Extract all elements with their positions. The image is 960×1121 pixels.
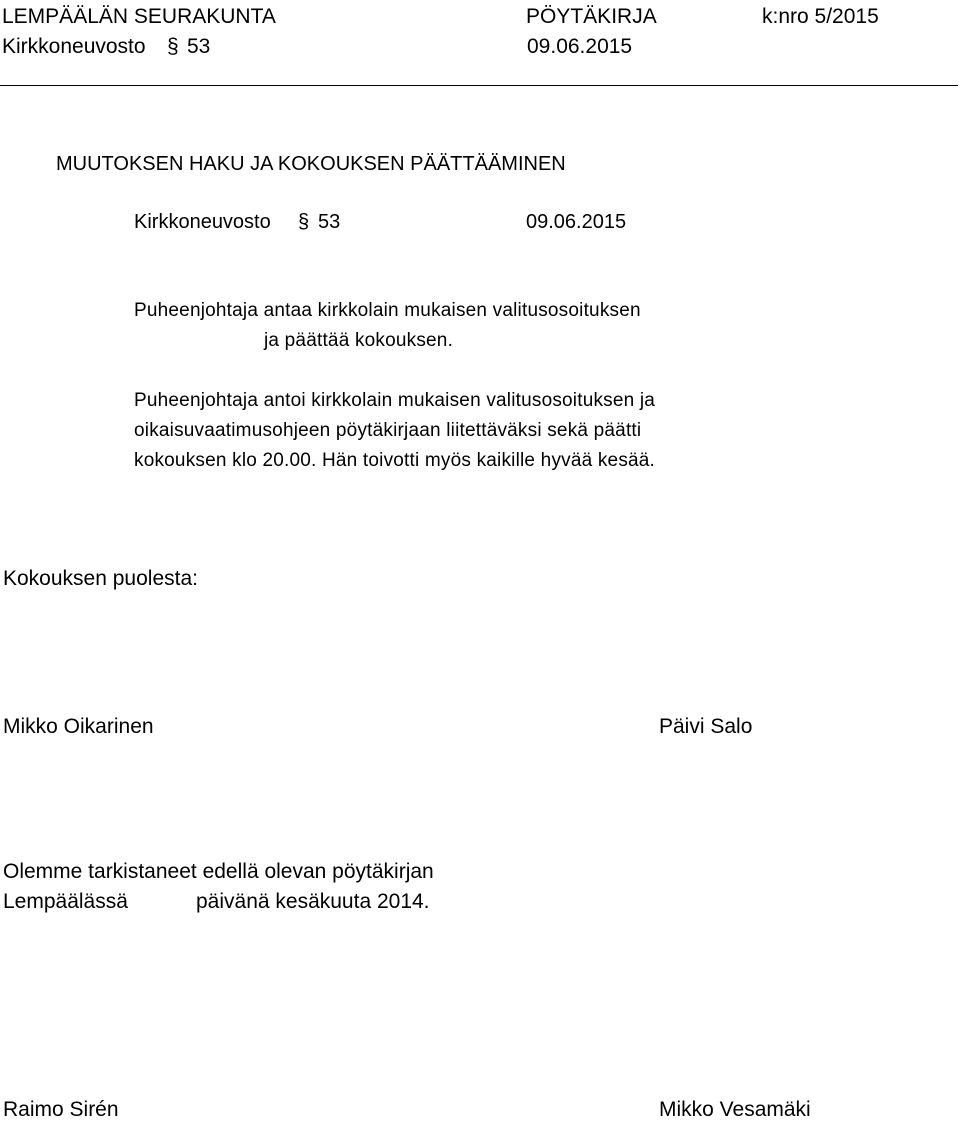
verification-place: Lempäälässä [3, 890, 128, 913]
header-divider [0, 85, 958, 86]
chair-name: Mikko Oikarinen [3, 715, 154, 738]
proposal-line-1: Puheenjohtaja antaa kirkkolain mukaisen valitusosoituksen [134, 300, 641, 321]
header-section-number: 53 [187, 35, 211, 58]
document-number: k:nro 5/2015 [762, 5, 879, 28]
section-section-number: 53 [318, 211, 341, 233]
document-type: PÖYTÄKIRJA [526, 5, 657, 28]
signatures-label: Kokouksen puolesta: [3, 567, 198, 590]
section-title: MUUTOKSEN HAKU JA KOKOUKSEN PÄÄTTÄÄMINEN [56, 153, 566, 175]
verifier-1-name: Raimo Sirén [3, 1098, 119, 1121]
header-section-mark: § [167, 35, 179, 58]
decision-line-2: oikaisuvaatimusohjeen pöytäkirjaan liitettäväksi sekä päätti [134, 420, 642, 441]
section-section-mark: § [298, 211, 310, 233]
secretary-name: Päivi Salo [659, 715, 753, 738]
section-date: 09.06.2015 [526, 211, 627, 233]
proposal-line-2: ja päättää kokouksen. [264, 330, 454, 351]
organization-name: LEMPÄÄLÄN SEURAKUNTA [2, 5, 276, 28]
section-body-name: Kirkkoneuvosto [134, 211, 271, 233]
verification-statement: Olemme tarkistaneet edellä olevan pöytäkirjan [3, 860, 434, 883]
decision-line-3: kokouksen klo 20.00. Hän toivotti myös kaikille hyvää kesää. [134, 450, 656, 471]
decision-line-1: Puheenjohtaja antoi kirkkolain mukaisen valitusosoituksen ja [134, 390, 656, 411]
verifier-2-name: Mikko Vesamäki [659, 1098, 811, 1121]
header-body-name: Kirkkoneuvosto [2, 35, 146, 58]
header-date: 09.06.2015 [527, 35, 633, 58]
verification-date: päivänä kesäkuuta 2014. [196, 890, 430, 913]
